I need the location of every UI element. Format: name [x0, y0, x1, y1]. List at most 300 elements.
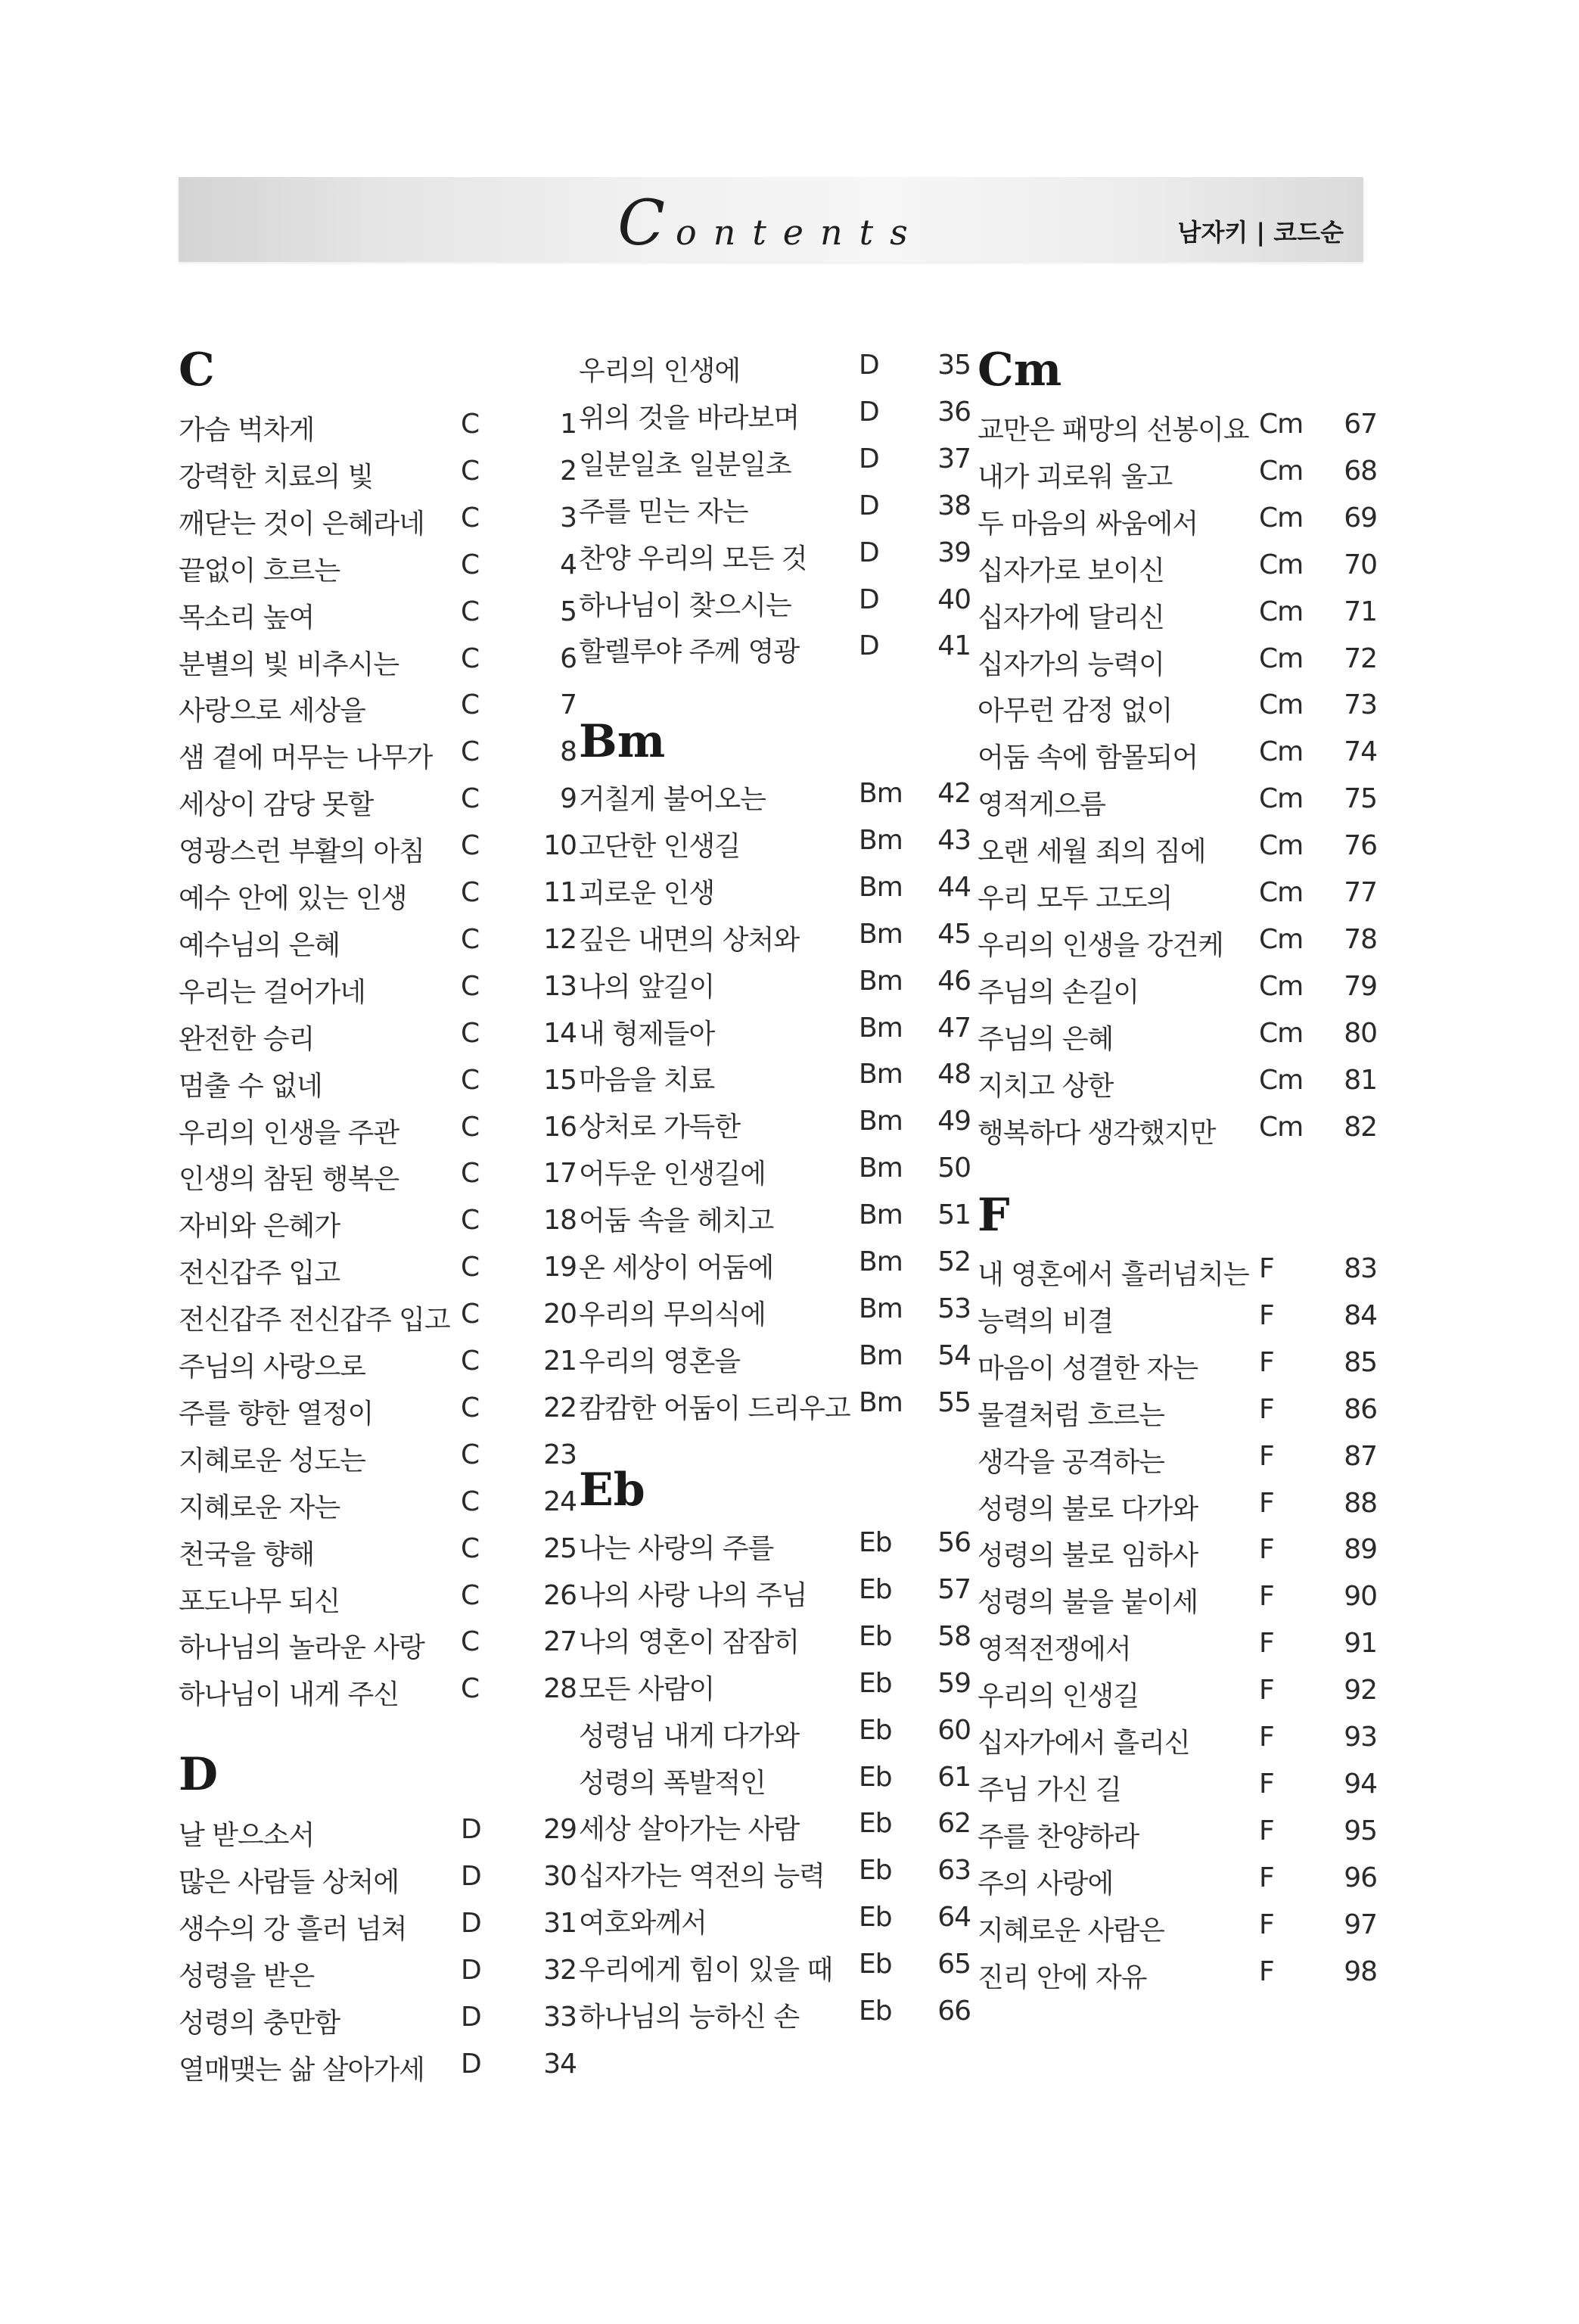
- song-title: 지혜로운 자는: [179, 1492, 340, 1523]
- song-title: 생수의 강 흘러 넘쳐: [179, 1914, 407, 1945]
- page-number: 29: [543, 1814, 577, 1845]
- page-number: 72: [1344, 643, 1377, 674]
- song-key: F: [1259, 1815, 1274, 1846]
- page-number: 18: [543, 1205, 577, 1236]
- song-key: Eb: [859, 1902, 892, 1933]
- song-title: 괴로운 인생: [579, 878, 715, 909]
- song-key: C: [461, 502, 480, 534]
- page-number: 60: [937, 1715, 971, 1746]
- song-title: 아무런 감정 없이: [978, 695, 1173, 726]
- song-title: 지혜로운 사람은: [978, 1915, 1164, 1946]
- song-title: 여호와께서: [579, 1908, 707, 1939]
- page-number: 16: [543, 1112, 577, 1143]
- song-title: 생각을 공격하는: [978, 1447, 1164, 1478]
- song-key: F: [1259, 1722, 1274, 1753]
- song-title: 오랜 세월 죄의 짐에: [978, 836, 1206, 867]
- song-key: C: [461, 1486, 480, 1517]
- song-title: 내 형제들아: [579, 1019, 715, 1050]
- page-number: 90: [1344, 1581, 1377, 1612]
- song-title: 십자가에 달리신: [978, 602, 1164, 633]
- page-number: 8: [560, 736, 577, 767]
- song-title: 예수 안에 있는 인생: [179, 883, 407, 914]
- page-number: 70: [1344, 549, 1377, 580]
- song-title: 우리에게 힘이 있을 때: [579, 1955, 833, 1986]
- song-key: Eb: [859, 1668, 892, 1699]
- section-heading-cm: Cm: [978, 344, 1062, 397]
- page-number: 86: [1344, 1394, 1377, 1425]
- song-title: 우리의 영혼을: [579, 1346, 741, 1377]
- page-number: 51: [937, 1199, 971, 1230]
- song-key: C: [461, 1299, 480, 1330]
- song-key: F: [1259, 1628, 1274, 1659]
- song-key: C: [461, 877, 480, 908]
- song-title: 일분일초 일분일초: [579, 450, 791, 481]
- page-number: 78: [1344, 924, 1377, 955]
- song-key: Bm: [859, 1013, 903, 1044]
- page-number: 56: [937, 1527, 971, 1558]
- song-title: 우리 모두 고도의: [978, 883, 1173, 914]
- song-key: C: [461, 1439, 480, 1470]
- song-title: 할렐루야 주께 영광: [579, 636, 800, 667]
- page-number: 39: [937, 537, 971, 568]
- page-number: 59: [937, 1668, 971, 1699]
- song-key: C: [461, 1673, 480, 1704]
- song-key: D: [461, 1861, 481, 1892]
- song-title: 하나님의 능하신 손: [579, 2002, 800, 2033]
- page-number: 20: [543, 1299, 577, 1330]
- song-title: 성령님 내게 다가와: [579, 1721, 800, 1752]
- song-title: 목소리 높여: [179, 602, 315, 633]
- song-title: 샘 곁에 머무는 나무가: [179, 742, 433, 773]
- song-key: Eb: [859, 1527, 892, 1558]
- song-key: F: [1259, 1675, 1274, 1706]
- song-key: Cm: [1259, 1018, 1304, 1049]
- page-number: 52: [937, 1246, 971, 1277]
- page-number: 13: [543, 971, 577, 1002]
- song-key: D: [859, 630, 879, 661]
- song-title: 캄캄한 어둠이 드리우고: [579, 1393, 850, 1424]
- song-key: Bm: [859, 966, 903, 997]
- song-key: F: [1259, 1253, 1274, 1284]
- page-number: 6: [560, 643, 577, 674]
- song-key: C: [461, 830, 480, 861]
- song-key: D: [461, 2002, 481, 2033]
- song-title: 열매맺는 삶 살아가세: [179, 2055, 424, 2086]
- song-title: 지혜로운 성도는: [179, 1445, 365, 1476]
- song-title: 성령의 불을 붙이세: [978, 1587, 1198, 1618]
- song-key: D: [859, 584, 879, 615]
- song-title: 어두운 인생길에: [579, 1159, 766, 1190]
- song-key: F: [1259, 1769, 1274, 1800]
- song-title: 주를 찬양하라: [978, 1822, 1139, 1853]
- song-title: 깊은 내면의 상처와: [579, 925, 800, 956]
- song-title: 우리의 인생을 주관: [179, 1118, 399, 1149]
- page-number: 43: [937, 825, 971, 856]
- song-key: F: [1259, 1300, 1274, 1331]
- song-key: Eb: [859, 1715, 892, 1746]
- page-number: 55: [937, 1387, 971, 1418]
- page-number: 47: [937, 1013, 971, 1044]
- song-key: Cm: [1259, 877, 1304, 908]
- song-key: Eb: [859, 1574, 892, 1605]
- page-number: 83: [1344, 1253, 1377, 1284]
- page-number: 67: [1344, 409, 1377, 440]
- song-title: 하나님이 내게 주신: [179, 1679, 399, 1710]
- song-key: Cm: [1259, 409, 1304, 440]
- song-title: 영적전쟁에서: [978, 1634, 1131, 1665]
- page-number: 12: [543, 924, 577, 955]
- page-number: 97: [1344, 1909, 1377, 1940]
- page-number: 66: [937, 1996, 971, 2027]
- page-number: 53: [937, 1293, 971, 1324]
- song-key: Bm: [859, 1246, 903, 1277]
- song-key: Cm: [1259, 971, 1304, 1002]
- song-key: C: [461, 971, 480, 1002]
- song-title: 주님의 손길이: [978, 977, 1139, 1008]
- page-number: 68: [1344, 456, 1377, 487]
- song-title: 포도나무 되신: [179, 1586, 340, 1617]
- page-number: 23: [543, 1439, 577, 1470]
- song-title: 성령의 충만함: [179, 2008, 340, 2039]
- song-key: F: [1259, 1488, 1274, 1519]
- song-title: 우리는 걸어가네: [179, 977, 365, 1008]
- page-number: 71: [1344, 596, 1377, 627]
- page-number: 81: [1344, 1065, 1377, 1096]
- song-title: 내가 괴로워 울고: [978, 462, 1173, 493]
- song-key: Cm: [1259, 502, 1304, 534]
- page-number: 40: [937, 584, 971, 615]
- song-title: 세상이 감당 못할: [179, 789, 374, 820]
- song-title: 예수님의 은혜: [179, 930, 340, 961]
- song-title: 위의 것을 바라보며: [579, 403, 800, 434]
- song-key: C: [461, 456, 480, 487]
- page-number: 75: [1344, 783, 1377, 814]
- song-key: C: [461, 1626, 480, 1657]
- song-key: Cm: [1259, 549, 1304, 580]
- song-key: F: [1259, 1394, 1274, 1425]
- song-title: 교만은 패망의 선봉이요: [978, 415, 1249, 446]
- song-title: 하나님의 놀라운 사랑: [179, 1632, 424, 1663]
- page-number: 2: [560, 456, 577, 487]
- song-key: C: [461, 689, 480, 720]
- song-key: C: [461, 549, 480, 580]
- song-title: 성령을 받은: [179, 1961, 315, 1992]
- page-number: 32: [543, 1955, 577, 1986]
- section-heading-d: D: [179, 1748, 219, 1801]
- song-key: Cm: [1259, 1065, 1304, 1096]
- song-title: 전신갑주 전신갑주 입고: [179, 1305, 450, 1336]
- song-title: 우리의 인생길: [978, 1681, 1139, 1712]
- page-number: 88: [1344, 1488, 1377, 1519]
- page-number: 9: [560, 783, 577, 814]
- song-key: Cm: [1259, 689, 1304, 720]
- page-number: 19: [543, 1252, 577, 1283]
- song-key: F: [1259, 1956, 1274, 1987]
- page-number: 42: [937, 778, 971, 809]
- page-number: 4: [560, 549, 577, 580]
- song-key: Cm: [1259, 924, 1304, 955]
- song-key: D: [859, 397, 879, 428]
- page-number: 65: [937, 1949, 971, 1980]
- song-key: C: [461, 643, 480, 674]
- page-number: 61: [937, 1762, 971, 1793]
- song-key: Eb: [859, 1621, 892, 1652]
- page-number: 5: [560, 596, 577, 627]
- song-title: 전신갑주 입고: [179, 1258, 340, 1289]
- section-heading-bm: Bm: [579, 715, 666, 768]
- page-number: 1: [560, 409, 577, 440]
- page-number: 87: [1344, 1441, 1377, 1472]
- song-key: Eb: [859, 1996, 892, 2027]
- page-number: 25: [543, 1533, 577, 1564]
- page-number: 93: [1344, 1722, 1377, 1753]
- song-key: D: [859, 350, 879, 381]
- song-key: D: [461, 2049, 481, 2080]
- song-key: D: [461, 1814, 481, 1845]
- song-title: 십자가에서 흘리신: [978, 1728, 1190, 1759]
- page-number: 98: [1344, 1956, 1377, 1987]
- song-title: 마음이 성결한 자는: [978, 1353, 1198, 1384]
- song-key: Eb: [859, 1762, 892, 1793]
- song-key: Bm: [859, 1199, 903, 1230]
- song-title: 상처로 가득한: [579, 1112, 741, 1143]
- song-key: C: [461, 1252, 480, 1283]
- song-title: 가슴 벅차게: [179, 415, 315, 446]
- song-key: C: [461, 1533, 480, 1564]
- page-number: 45: [937, 919, 971, 950]
- song-title: 나의 앞길이: [579, 972, 715, 1003]
- song-title: 능력의 비결: [978, 1306, 1114, 1337]
- page-number: 48: [937, 1059, 971, 1090]
- song-title: 주를 믿는 자는: [579, 496, 748, 527]
- song-title: 천국을 향해: [179, 1539, 315, 1570]
- page-number: 79: [1344, 971, 1377, 1002]
- key-order-label: 남자키 | 코드순: [1177, 218, 1344, 247]
- song-key: Cm: [1259, 830, 1304, 861]
- song-key: Bm: [859, 919, 903, 950]
- page-number: 15: [543, 1065, 577, 1096]
- page-number: 73: [1344, 689, 1377, 720]
- song-title: 분별의 빛 비추시는: [179, 649, 399, 680]
- page-number: 77: [1344, 877, 1377, 908]
- song-title: 주의 사랑에: [978, 1868, 1114, 1899]
- song-key: F: [1259, 1347, 1274, 1378]
- song-title: 우리의 인생을 강건케: [978, 930, 1223, 961]
- song-title: 자비와 은혜가: [179, 1211, 340, 1242]
- page-number: 80: [1344, 1018, 1377, 1049]
- page-number: 38: [937, 490, 971, 521]
- page-number: 82: [1344, 1112, 1377, 1143]
- page-number: 69: [1344, 502, 1377, 534]
- song-key: C: [461, 924, 480, 955]
- song-key: Bm: [859, 872, 903, 903]
- song-title: 사랑으로 세상을: [179, 695, 365, 726]
- song-title: 성령의 불로 다가와: [978, 1494, 1198, 1525]
- page-number: 62: [937, 1808, 971, 1839]
- song-title: 지치고 상한: [978, 1071, 1114, 1102]
- page-number: 35: [937, 350, 971, 381]
- page-number: 14: [543, 1018, 577, 1049]
- song-title: 날 받으소서: [179, 1820, 315, 1851]
- song-title: 많은 사람들 상처에: [179, 1867, 399, 1898]
- song-key: D: [461, 1908, 481, 1939]
- section-heading-f: F: [978, 1189, 1010, 1242]
- song-title: 멈출 수 없네: [179, 1071, 322, 1102]
- page-number: 95: [1344, 1815, 1377, 1846]
- song-title: 나의 사랑 나의 주님: [579, 1580, 807, 1611]
- song-key: Bm: [859, 778, 903, 809]
- song-key: C: [461, 1065, 480, 1096]
- page-number: 33: [543, 2002, 577, 2033]
- song-title: 하나님이 찾으시는: [579, 590, 791, 621]
- page-number: 49: [937, 1106, 971, 1137]
- page-number: 7: [560, 689, 577, 720]
- song-title: 십자가는 역전의 능력: [579, 1861, 825, 1892]
- page-number: 22: [543, 1392, 577, 1423]
- song-title: 두 마음의 싸움에서: [978, 509, 1198, 540]
- page-number: 37: [937, 443, 971, 474]
- song-title: 어둠 속을 헤치고: [579, 1206, 774, 1237]
- song-key: F: [1259, 1581, 1274, 1612]
- song-key: Eb: [859, 1855, 892, 1886]
- song-key: D: [859, 490, 879, 521]
- song-title: 주님 가신 길: [978, 1775, 1121, 1806]
- song-title: 완전한 승리: [179, 1024, 315, 1055]
- song-title: 영적게으름: [978, 789, 1105, 820]
- song-title: 깨닫는 것이 은혜라네: [179, 509, 424, 540]
- song-key: Bm: [859, 1153, 903, 1184]
- page-number: 50: [937, 1153, 971, 1184]
- song-title: 어둠 속에 함몰되어: [978, 742, 1198, 773]
- page-number: 27: [543, 1626, 577, 1657]
- song-key: Bm: [859, 1106, 903, 1137]
- page-number: 17: [543, 1158, 577, 1189]
- song-title: 성령의 폭발적인: [579, 1768, 766, 1799]
- song-title: 내 영혼에서 흘러넘치는: [978, 1259, 1249, 1290]
- song-key: Eb: [859, 1949, 892, 1980]
- song-key: F: [1259, 1909, 1274, 1940]
- page-number: 31: [543, 1908, 577, 1939]
- song-title: 나는 사랑의 주를: [579, 1533, 774, 1564]
- page-number: 96: [1344, 1862, 1377, 1893]
- page-number: 28: [543, 1673, 577, 1704]
- title-rest: ontents: [676, 212, 925, 253]
- page-number: 54: [937, 1340, 971, 1371]
- page-number: 36: [937, 397, 971, 428]
- song-title: 성령의 불로 임하사: [978, 1540, 1198, 1571]
- song-title: 나의 영혼이 잠잠히: [579, 1627, 800, 1658]
- song-title: 진리 안에 자유: [978, 1962, 1147, 1993]
- page-number: 92: [1344, 1675, 1377, 1706]
- song-title: 거칠게 불어오는: [579, 784, 766, 815]
- page-number: 64: [937, 1902, 971, 1933]
- page-number: 85: [1344, 1347, 1377, 1378]
- page-number: 34: [543, 2049, 577, 2080]
- page-number: 94: [1344, 1769, 1377, 1800]
- song-title: 십자가의 능력이: [978, 649, 1164, 680]
- song-title: 물결처럼 흐르는: [978, 1400, 1164, 1431]
- song-key: F: [1259, 1862, 1274, 1893]
- song-key: Cm: [1259, 456, 1304, 487]
- song-title: 인생의 참된 행복은: [179, 1164, 399, 1195]
- page-number: 63: [937, 1855, 971, 1886]
- page-number: 57: [937, 1574, 971, 1605]
- song-key: C: [461, 736, 480, 767]
- page-number: 89: [1344, 1534, 1377, 1565]
- song-key: Bm: [859, 1387, 903, 1418]
- song-key: F: [1259, 1441, 1274, 1472]
- song-title: 영광스런 부활의 아침: [179, 836, 424, 867]
- page-number: 41: [937, 630, 971, 661]
- song-title: 십자가로 보이신: [978, 555, 1164, 586]
- page-number: 24: [543, 1486, 577, 1517]
- song-title: 온 세상이 어둠에: [579, 1252, 774, 1283]
- song-key: Bm: [859, 825, 903, 856]
- song-key: C: [461, 1392, 480, 1423]
- song-title: 찬양 우리의 모든 것: [579, 543, 807, 574]
- song-key: Bm: [859, 1340, 903, 1371]
- song-key: C: [461, 1580, 480, 1611]
- song-key: D: [859, 537, 879, 568]
- song-title: 행복하다 생각했지만: [978, 1118, 1216, 1149]
- page-number: 91: [1344, 1628, 1377, 1659]
- section-heading-eb: Eb: [579, 1464, 645, 1517]
- song-key: C: [461, 1205, 480, 1236]
- song-title: 주를 향한 열정이: [179, 1398, 374, 1430]
- song-title: 강력한 치료의 빛: [179, 462, 374, 493]
- page-number: 44: [937, 872, 971, 903]
- song-key: Bm: [859, 1059, 903, 1090]
- page-number: 84: [1344, 1300, 1377, 1331]
- song-title: 끝없이 흐르는: [179, 555, 340, 586]
- song-key: Cm: [1259, 736, 1304, 767]
- song-key: F: [1259, 1534, 1274, 1565]
- song-key: D: [461, 1955, 481, 1986]
- page-number: 76: [1344, 830, 1377, 861]
- contents-header-banner: [179, 177, 1363, 262]
- page-number: 26: [543, 1580, 577, 1611]
- page-number: 30: [543, 1861, 577, 1892]
- song-title: 세상 살아가는 사람: [579, 1814, 800, 1845]
- song-key: C: [461, 596, 480, 627]
- song-key: Cm: [1259, 643, 1304, 674]
- song-title: 우리의 인생에: [579, 356, 741, 387]
- song-title: 마음을 치료: [579, 1065, 715, 1096]
- song-title: 주님의 사랑으로: [179, 1352, 365, 1383]
- song-key: Cm: [1259, 596, 1304, 627]
- song-title: 주님의 은혜: [978, 1024, 1114, 1055]
- page-number: 58: [937, 1621, 971, 1652]
- song-key: C: [461, 409, 480, 440]
- song-key: Cm: [1259, 783, 1304, 814]
- song-key: Eb: [859, 1808, 892, 1839]
- song-title: 우리의 무의식에: [579, 1299, 766, 1330]
- song-key: Bm: [859, 1293, 903, 1324]
- page-number: 11: [543, 877, 577, 908]
- song-key: Cm: [1259, 1112, 1304, 1143]
- section-heading-c: C: [179, 344, 215, 397]
- title-initial: C: [617, 188, 676, 260]
- song-key: C: [461, 783, 480, 814]
- song-key: C: [461, 1158, 480, 1189]
- page-number: 74: [1344, 736, 1377, 767]
- song-key: C: [461, 1018, 480, 1049]
- page-number: 3: [560, 502, 577, 534]
- page-number: 21: [543, 1346, 577, 1377]
- song-title: 모든 사람이: [579, 1674, 715, 1705]
- song-title: 고단한 인생길: [579, 831, 741, 862]
- page-number: 10: [543, 830, 577, 861]
